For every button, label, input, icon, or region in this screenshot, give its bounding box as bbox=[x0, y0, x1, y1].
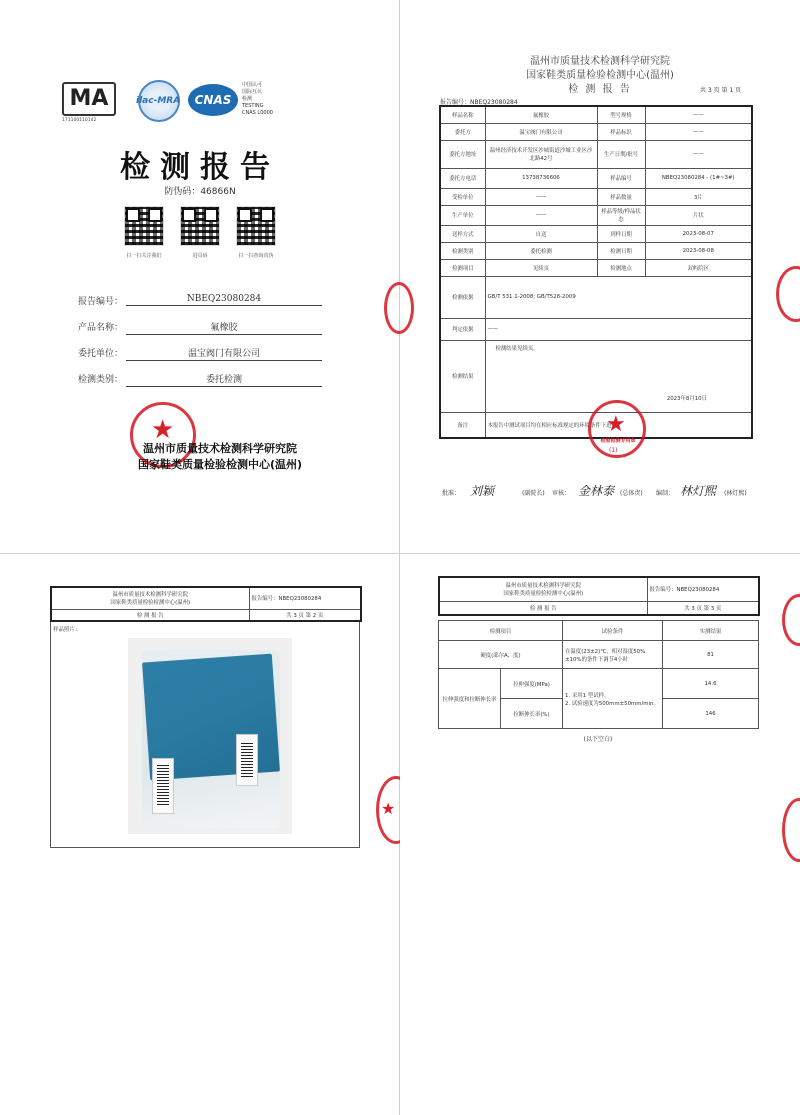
test-type-label: 检测类别： bbox=[78, 375, 124, 385]
table-row bbox=[440, 123, 752, 140]
qr-code-follow-icon bbox=[124, 206, 164, 246]
table-row bbox=[440, 340, 752, 412]
tensile-group-label: 拉伸强度和拉断伸长率 bbox=[439, 669, 501, 729]
cma-logo: MA bbox=[62, 82, 116, 116]
product-name-value: 氟橡胶 bbox=[126, 320, 322, 335]
page2-header-institute: 温州市质量技术检测科学研究院 bbox=[530, 56, 670, 67]
qr-caption-app: 进员码 bbox=[192, 253, 208, 259]
row-label: 样品等级/样品状态 bbox=[597, 205, 645, 225]
seal-text: 检验检测专用章 bbox=[600, 438, 636, 444]
row-label: 样品名称 bbox=[440, 106, 485, 123]
row-label: 检测地点 bbox=[597, 259, 645, 276]
page2-edge-seal bbox=[776, 266, 800, 322]
test-type-value: 委托检测 bbox=[126, 372, 322, 387]
row-value: 温宝阀门有限公司 bbox=[485, 123, 597, 140]
hardness-condition: 在温度(23±2)℃，相对湿度50%±10%的条件下调节4小时 bbox=[563, 641, 663, 669]
report-title: 检测报告 bbox=[120, 150, 280, 185]
page2-header-center: 国家鞋类质量检验检测中心(温州) bbox=[526, 70, 674, 81]
row-value: 见续页 bbox=[485, 259, 597, 276]
column-header-result: 实测结果 bbox=[663, 621, 759, 641]
blank-below-note: (以下空白) bbox=[583, 736, 613, 743]
tensile-condition: 1. 采用1 型试样。 2. 试验速度为500mm±50mm/min。 bbox=[563, 669, 663, 729]
cnas-logo: CNAS bbox=[188, 84, 238, 116]
results-table bbox=[438, 620, 759, 729]
table-row bbox=[51, 587, 361, 609]
reviewer-signature: 金林泰 bbox=[578, 484, 615, 498]
seal-star-icon: ★ bbox=[606, 412, 626, 437]
row-label: 送样方式 bbox=[440, 225, 485, 242]
table-row bbox=[440, 225, 752, 242]
row-label: 样品标识 bbox=[597, 123, 645, 140]
table-row bbox=[440, 259, 752, 276]
row-label: 生产日期/批号 bbox=[597, 140, 645, 168]
seal-star-icon: ★ bbox=[151, 415, 175, 445]
conclusion-date: 2023年8月10日 bbox=[666, 395, 707, 402]
judge-label: 判定依据 bbox=[440, 318, 485, 340]
reviewer-role: (总体责) bbox=[620, 490, 643, 497]
page4-header-org bbox=[439, 577, 647, 601]
elongation-result: 146 bbox=[663, 699, 759, 729]
report-info-table bbox=[439, 105, 753, 439]
barcode-icon bbox=[241, 741, 253, 777]
page3-header-institute: 温州市质量技术检测科学研究院 bbox=[112, 592, 188, 599]
reviewer-label: 审核： bbox=[552, 490, 571, 497]
hardness-item: 硬度(邵尔A，度) bbox=[439, 641, 563, 669]
sample-photo bbox=[128, 638, 292, 834]
row-label: 委托方地址 bbox=[440, 140, 485, 168]
sample-label bbox=[236, 734, 258, 786]
tensile-strength-result: 14.6 bbox=[663, 669, 759, 699]
row-label: 检测日期 bbox=[597, 242, 645, 259]
page4-report-number: 报告编号：NBEQ23080284 bbox=[647, 577, 759, 601]
elongation-item: 拉断伸长率(%) bbox=[501, 699, 563, 729]
table-row bbox=[440, 168, 752, 188]
page4-header-table bbox=[438, 576, 760, 616]
tensile-strength-item: 拉伸强度(MPa) bbox=[501, 669, 563, 699]
remark-value: 本报告中测试项目均在相应标准规定的环境条件下进行。 bbox=[485, 412, 752, 438]
page3-header-table bbox=[50, 586, 362, 622]
qr-caption-follow: 扫一扫关注我们 bbox=[126, 253, 162, 259]
table-row bbox=[440, 318, 752, 340]
approver-role: (副院长) bbox=[522, 490, 545, 497]
qr-code-verify-icon bbox=[236, 206, 276, 246]
report-page-3 bbox=[400, 554, 800, 1115]
report-page-2 bbox=[0, 554, 399, 1115]
page3-header-center: 国家鞋类质量检验检测中心(温州) bbox=[110, 600, 191, 607]
table-row bbox=[440, 188, 752, 205]
remark-label: 备注 bbox=[440, 412, 485, 438]
report-number-label: 报告编号： bbox=[78, 297, 124, 307]
table-row bbox=[440, 242, 752, 259]
row-value: 2023-08-07 bbox=[645, 225, 752, 242]
row-value: 氟橡胶 bbox=[485, 106, 597, 123]
row-value: 片状 bbox=[645, 205, 752, 225]
center-name: 国家鞋类质量检验检测中心(温州) bbox=[137, 458, 303, 471]
cma-code: 171100110142 bbox=[62, 118, 97, 123]
row-value: —— bbox=[485, 188, 597, 205]
report-page-1 bbox=[400, 0, 800, 553]
table-row bbox=[439, 641, 759, 669]
qr-caption-verify: 扫一扫查询真伪 bbox=[238, 253, 274, 259]
anti-counterfeit-code: 防伪码：46866N bbox=[164, 187, 236, 197]
table-row bbox=[439, 577, 759, 601]
table-row bbox=[439, 621, 759, 641]
compiler-label: 编制： bbox=[656, 490, 675, 497]
ilac-logo-text: ilac-MRA bbox=[136, 96, 181, 106]
row-value: 2023-08-08 bbox=[645, 242, 752, 259]
page3-page-number: 共 3 页 第 2 页 bbox=[249, 609, 361, 621]
page4-title: 检 测 报 告 bbox=[439, 601, 647, 615]
inspection-seal bbox=[588, 400, 646, 458]
ilac-mra-logo bbox=[138, 80, 180, 122]
sample-label bbox=[152, 758, 174, 814]
cover-page bbox=[0, 0, 399, 553]
conclusion-label: 检测结果 bbox=[440, 340, 485, 412]
row-label: 委托方 bbox=[440, 123, 485, 140]
compiler-signature: 林灯熙 bbox=[680, 484, 717, 498]
row-label: 检测项目 bbox=[440, 259, 485, 276]
page4-page-number: 共 3 页 第 3 页 bbox=[647, 601, 759, 615]
row-label: 检测类别 bbox=[440, 242, 485, 259]
page3-title: 检 测 报 告 bbox=[51, 609, 249, 621]
row-label: 样品编号 bbox=[597, 168, 645, 188]
page2-page-number: 共 3 页 第 1 页 bbox=[700, 87, 742, 94]
basis-value: GB/T 531.1-2008; GB/T528-2009 bbox=[485, 276, 752, 318]
page2-report-number: 报告编号：NBEQ23080284 bbox=[440, 99, 518, 106]
row-value: —— bbox=[645, 106, 752, 123]
table-row bbox=[440, 106, 752, 123]
row-label: 样品数量 bbox=[597, 188, 645, 205]
cover-edge-seal bbox=[384, 282, 414, 334]
page4-edge-seal-top bbox=[782, 594, 800, 646]
row-value: 13738736606 bbox=[485, 168, 597, 188]
product-name-label: 产品名称： bbox=[78, 323, 124, 333]
table-row bbox=[439, 669, 759, 699]
client-value: 温宝阀门有限公司 bbox=[126, 346, 322, 361]
institute-name: 温州市质量技术检测科学研究院 bbox=[143, 442, 297, 455]
page3-report-number: 报告编号：NBEQ23080284 bbox=[249, 587, 361, 609]
row-value: 委托检测 bbox=[485, 242, 597, 259]
row-value: —— bbox=[485, 205, 597, 225]
basis-label: 检测依据 bbox=[440, 276, 485, 318]
row-label: 生产单位 bbox=[440, 205, 485, 225]
conclusion-text: 检测结果见续页。 bbox=[495, 345, 539, 352]
seal-number: (1) bbox=[609, 447, 618, 454]
page4-header-center: 国家鞋类质量检验检测中心(温州) bbox=[503, 591, 584, 598]
compiler-role: (林灯熙) bbox=[724, 490, 747, 497]
table-row bbox=[440, 140, 752, 168]
judge-value: —— bbox=[485, 318, 752, 340]
column-header-item: 检测项目 bbox=[439, 621, 563, 641]
page4-header-institute: 温州市质量技术检测科学研究院 bbox=[505, 583, 581, 590]
hardness-result: 81 bbox=[663, 641, 759, 669]
table-row bbox=[51, 609, 361, 621]
table-row bbox=[440, 276, 752, 318]
row-label: 受检单位 bbox=[440, 188, 485, 205]
page4-edge-seal-bottom bbox=[782, 798, 800, 862]
page3-header-org bbox=[51, 587, 249, 609]
row-value: —— bbox=[645, 123, 752, 140]
row-label: 委托方电话 bbox=[440, 168, 485, 188]
row-value: NBEQ23080284 - (1#~3#) bbox=[645, 168, 752, 188]
cnas-caption: 中国认可 国际互认 检测 TESTING CNAS L0000 bbox=[242, 82, 273, 116]
report-number-value: NBEQ23080284 bbox=[126, 294, 322, 306]
approver-label: 批准： bbox=[442, 490, 461, 497]
row-value: 3片 bbox=[645, 188, 752, 205]
column-header-condition: 试验条件 bbox=[563, 621, 663, 641]
row-value: 温州经济技术开发区沙城街道沙城工业区沙北路42号 bbox=[485, 140, 597, 168]
approver-signature: 刘颖 bbox=[470, 484, 495, 498]
row-label: 型号规格 bbox=[597, 106, 645, 123]
table-row bbox=[440, 205, 752, 225]
page2-header-title: 检 测 报 告 bbox=[568, 84, 632, 95]
row-value: 自送 bbox=[485, 225, 597, 242]
client-label: 委托单位： bbox=[78, 349, 124, 359]
sample-photo-caption: 样品照片： bbox=[53, 627, 81, 633]
row-label: 到样日期 bbox=[597, 225, 645, 242]
row-value: —— bbox=[645, 140, 752, 168]
seal-star-icon: ★ bbox=[381, 799, 396, 818]
table-row bbox=[439, 601, 759, 615]
barcode-icon bbox=[157, 765, 169, 805]
row-value: 双屿院区 bbox=[645, 259, 752, 276]
qr-code-app-icon bbox=[180, 206, 220, 246]
